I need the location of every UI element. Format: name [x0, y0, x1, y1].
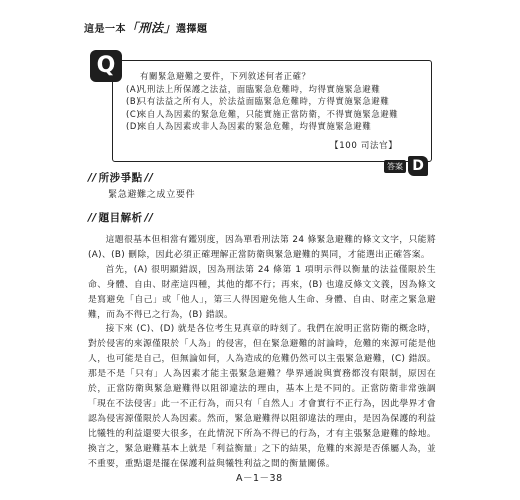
- section-analysis-label: 題目解析: [98, 212, 143, 224]
- option-label: (B): [126, 96, 141, 106]
- question-stem: 有關緊急避難之要件，下列敘述何者正確？: [140, 71, 311, 81]
- option-text: 凡刑法上所保護之法益，面臨緊急危難時，均得實施緊急避難: [138, 83, 381, 94]
- page-number: A－1－38: [236, 473, 283, 484]
- slash-decoration-icon: //: [88, 172, 97, 184]
- header-post: 選擇題: [176, 24, 208, 35]
- page-header: [84, 19, 208, 36]
- section-issues-title: [88, 170, 153, 185]
- option-text: 只有法益之所有人，於法益面臨緊急危難時，方得實施緊急避難: [138, 96, 390, 106]
- paragraph: 接下來 (C)、(D) 就是各位考生見真章的時刻了。我們在說明正當防衛的概念時，對於侵害的來源僅限於「人為」的侵害，但在緊急避難的討論時，危難的來源可能是他人，也可能是自己，但無論如何，人為造成的危難仍然可以主張緊急避難，(C) 錯誤。那是不是「只有」人為因素才能主張緊急避難？學界通說與實務都沒有限制，原因在於，正當防衛與緊急避難得以阻卻違法的理由，基本上是不同的。正當防衛非常強調「現在不法侵害」此一不正行為，而只有「自然人」才會實行不正行為，因此學界才會認為侵害源僅限於人為因素。然而，緊急避難得以阻卻違法的理由，是因為保護的利益比犧牲的利益還要大很多，在此情況下所為不得已的行為，才有主張緊急避難的餘地。換言之，緊急避難基本上就是「利益衡量」之下的結果，危難的來源是否係屬人為，並不重要，重點還是擺在保護利益與犧牲利益之間的衡量關係。: [88, 324, 436, 469]
- option-label: (A): [126, 83, 141, 94]
- answer-label: 答案: [384, 160, 406, 173]
- paragraph: 這題很基本但相當有鑑別度，因為單看刑法第 24 條緊急避難的條文文字，只能將 (A)、(B) 刪除，因此必須正確理解正當防衛與緊急避難的異同，才能選出正確答案。: [88, 235, 436, 260]
- option-d: [126, 120, 426, 133]
- issue-point: 緊急避難之成立要件: [108, 189, 196, 200]
- option-c: [126, 108, 426, 121]
- slash-decoration-icon: //: [144, 212, 154, 224]
- question-text: [126, 70, 426, 133]
- question-source: 【100 司法官】: [330, 141, 398, 151]
- option-label: (D): [126, 121, 141, 131]
- paragraph: 首先，(A) 很明顯錯誤，因為刑法第 24 條第 1 項明示得以衡量的法益僅限於生命、身體、自由、財產這四種，其他的都不行；再來，(B) 也違反條文文義，因為條文是寫避免「自己」或「他人」，第三人得因避免他人生命、身體、自由、財產之緊急避難，而為不得已之行為，(B) 錯誤。: [88, 264, 436, 320]
- option-text: 來自人為因素或非人為因素的緊急危難，均得實施緊急避難: [138, 121, 372, 131]
- option-label: (C): [126, 108, 141, 119]
- section-issues-label: 所涉爭點: [98, 172, 143, 184]
- option-text: 來自人為因素的緊急危難，只能實施正當防衛，不得實施緊急避難: [138, 108, 399, 119]
- option-b: [126, 95, 426, 108]
- slash-decoration-icon: //: [88, 212, 97, 224]
- header-pre: 這是一本: [84, 24, 126, 35]
- analysis-body: [88, 233, 436, 472]
- answer-badge: [384, 156, 430, 174]
- answer-value: D: [408, 156, 428, 176]
- section-analysis-title: [88, 210, 153, 225]
- question-badge: Q: [90, 50, 122, 82]
- header-emphasis: 「刑法」: [126, 21, 177, 35]
- option-a: [126, 83, 426, 96]
- slash-decoration-icon: //: [144, 172, 154, 184]
